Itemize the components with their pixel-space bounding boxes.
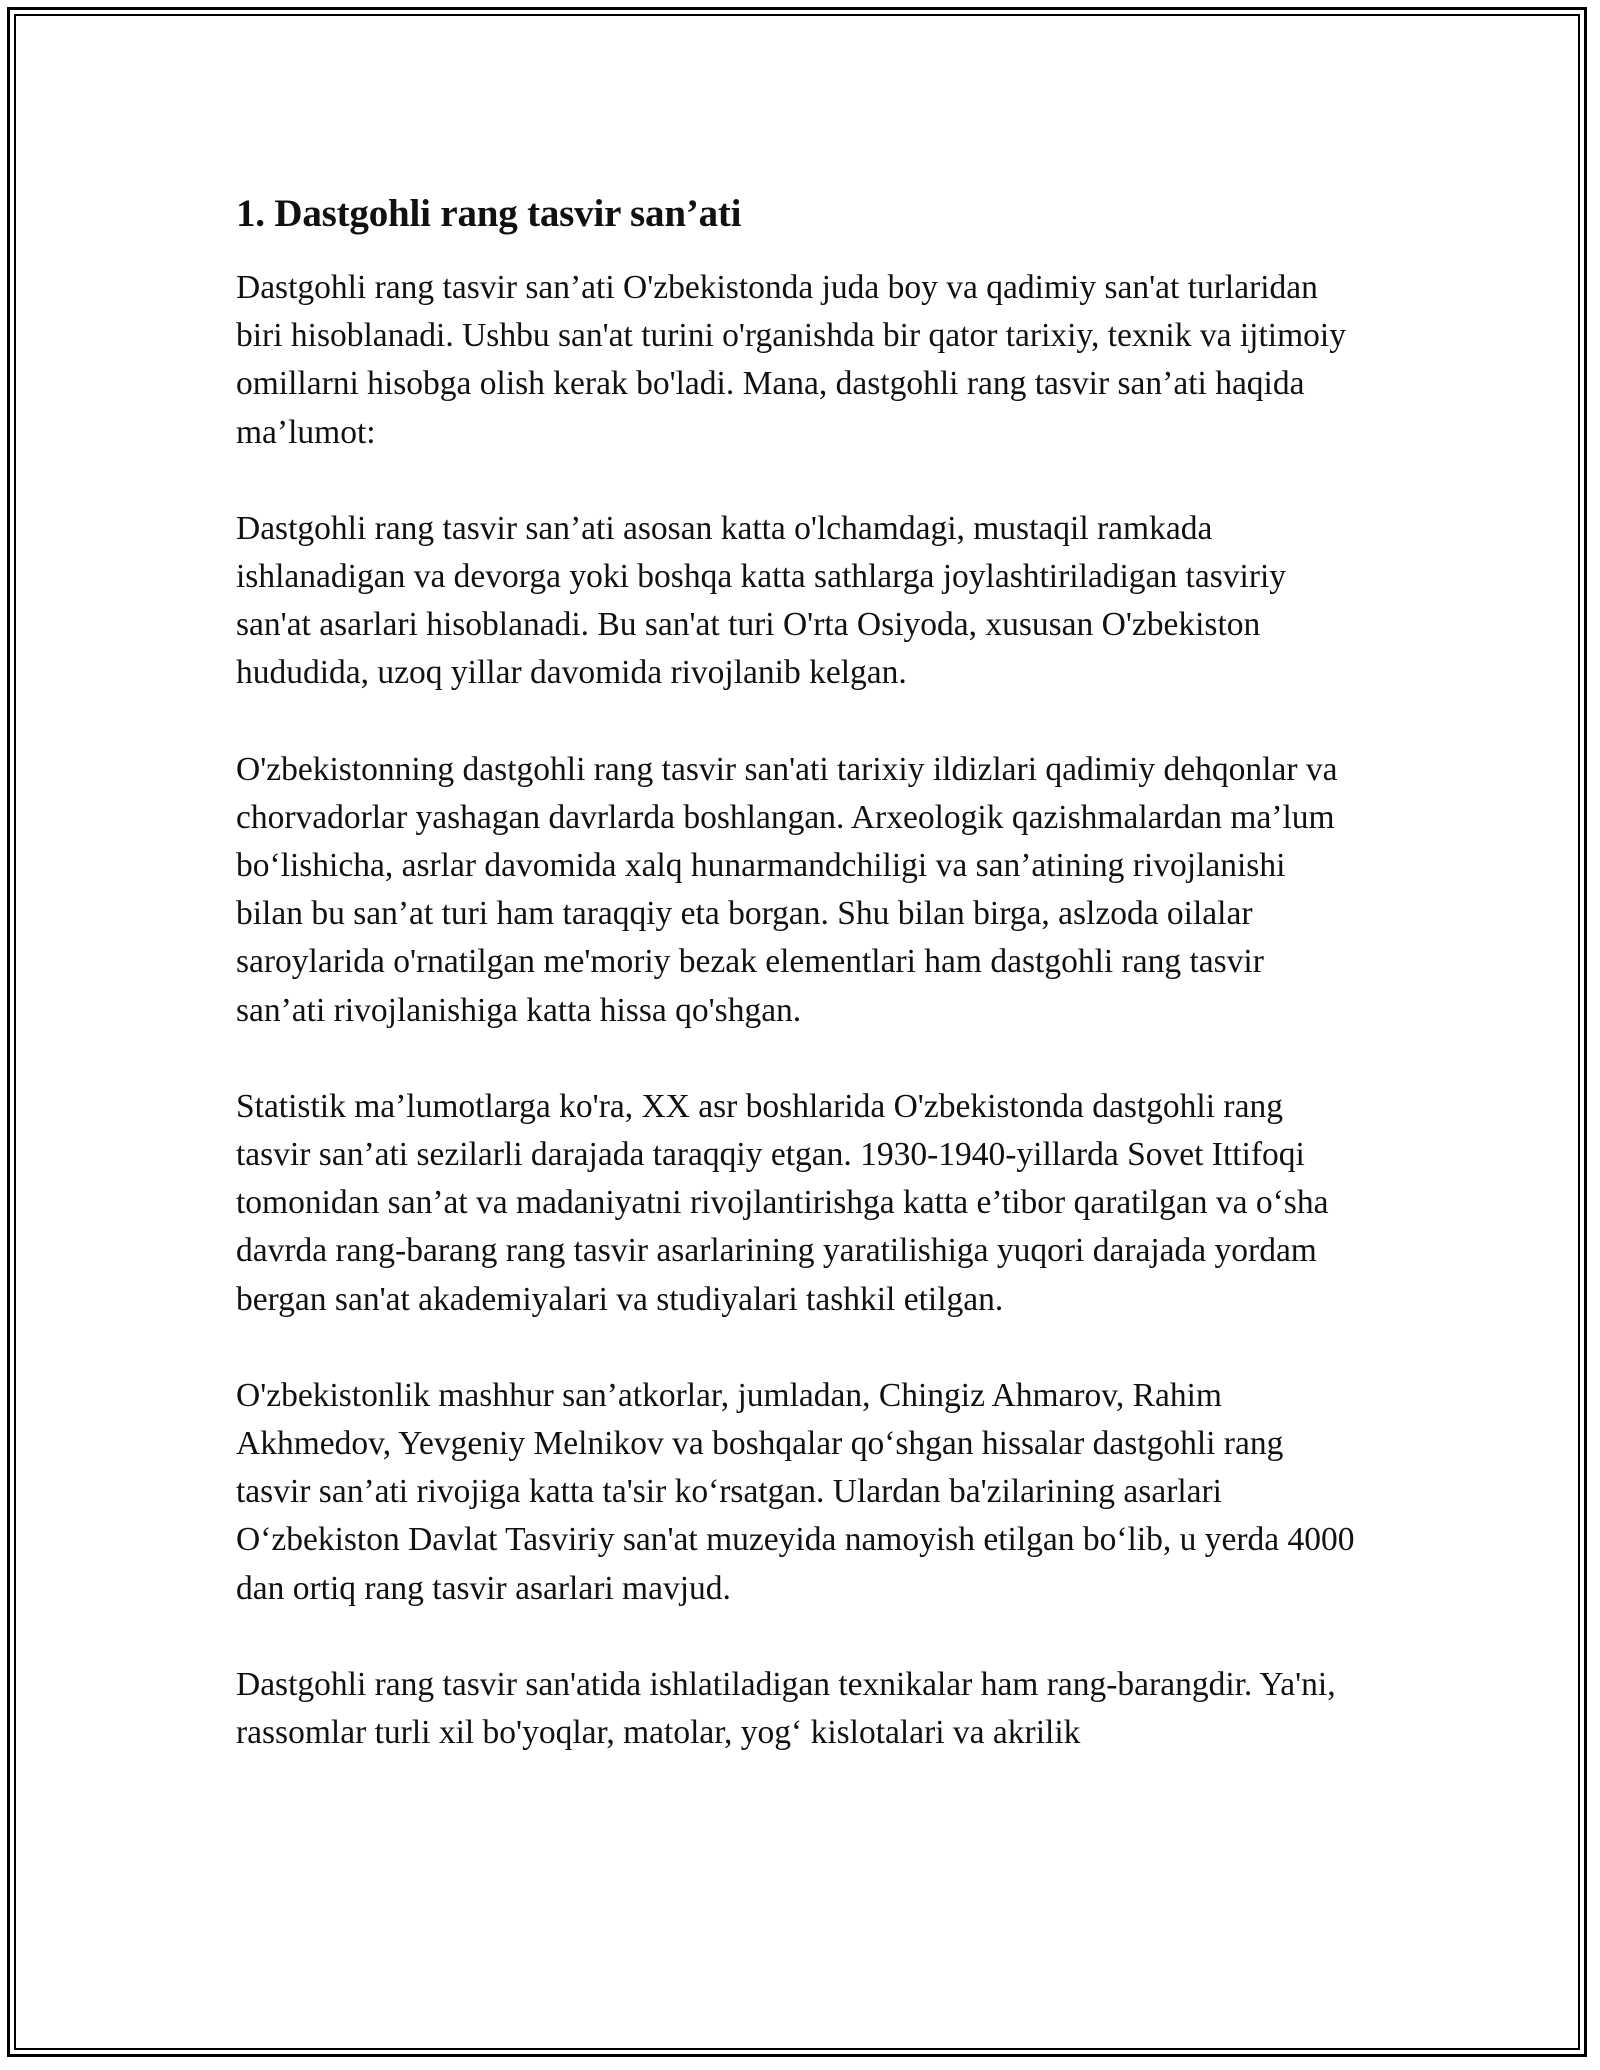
paragraph-definition: Dastgohli rang tasvir san’ati asosan katta o'lchamdagi, mustaqil ramkada ishlanadigan va devorga yoki boshqa katta sathlarga joylashtiriladigan tasviriy san'at asarlari hisoblanadi. Bu san'at turi O'rta Osiyoda, xususan O'zbekiston hududida, uzoq yillar davomida rivojlanib kelgan. bbox=[236, 509, 1287, 692]
section-heading: 1. Dastgohli rang tasvir san’ati bbox=[236, 192, 742, 235]
document-body bbox=[236, 186, 1360, 1757]
paragraph-artists: O'zbekistonlik mashhur san’atkorlar, jumladan, Chingiz Ahmarov, Rahim Akhmedov, Yevgeniy Melnikov va boshqalar qo‘shgan hissalar dastgohli rang tasvir san’ati rivojiga katta ta'sir ko‘rsatgan. Ulardan ba'zilarining asarlari O‘zbekiston Davlat Tasviriy san'at muzeyida namoyish etilgan bo‘lib, u yerda 4000 dan ortiq rang tasvir asarlari mavjud. bbox=[236, 1376, 1355, 1607]
paragraph-techniques: Dastgohli rang tasvir san'atida ishlatiladigan texnikalar ham rang-barangdir. Ya'ni, rassomlar turli xil bo'yoqlar, matolar, yog‘ kislotalari va akrilik bbox=[236, 1665, 1336, 1752]
paragraph-history: O'zbekistonning dastgohli rang tasvir san'ati tarixiy ildizlari qadimiy dehqonlar va chorvadorlar yashagan davrlarda boshlangan. Arxeologik qazishmalardan ma’lum bo‘lishicha, asrlar davomida xalq hunarmandchiligi va san’atining rivojlanishi bilan bu san’at turi ham taraqqiy eta borgan. Shu bilan birga, aslzoda oilalar saroylarida o'rnatilgan me'moriy bezak elementlari ham dastgohli rang tasvir san’ati rivojlanishiga katta hissa qo'shgan. bbox=[236, 750, 1338, 1029]
paragraph-intro: Dastgohli rang tasvir san’ati O'zbekistonda juda boy va qadimiy san'at turlaridan biri hisoblanadi. Ushbu san'at turini o'rganishda bir qator tarixiy, texnik va ijtimoiy omillarni hisobga olish kerak bo'ladi. Mana, dastgohli rang tasvir san’ati haqida ma’lumot: bbox=[236, 269, 1346, 451]
paragraph-statistics: Statistik ma’lumotlarga ko'ra, XX asr boshlarida O'zbekistonda dastgohli rang tasvir san’ati sezilarli darajada taraqqiy etgan. 1930-1940-yillarda Sovet Ittifoqi tomonidan san’at va madaniyatni rivojlantirishga katta e’tibor qaratilgan va o‘sha davrda rang-barang rang tasvir asarlarining yaratilishiga yuqori darajada yordam bergan san'at akademiyalari va studiyalari tashkil etilgan. bbox=[236, 1087, 1329, 1318]
